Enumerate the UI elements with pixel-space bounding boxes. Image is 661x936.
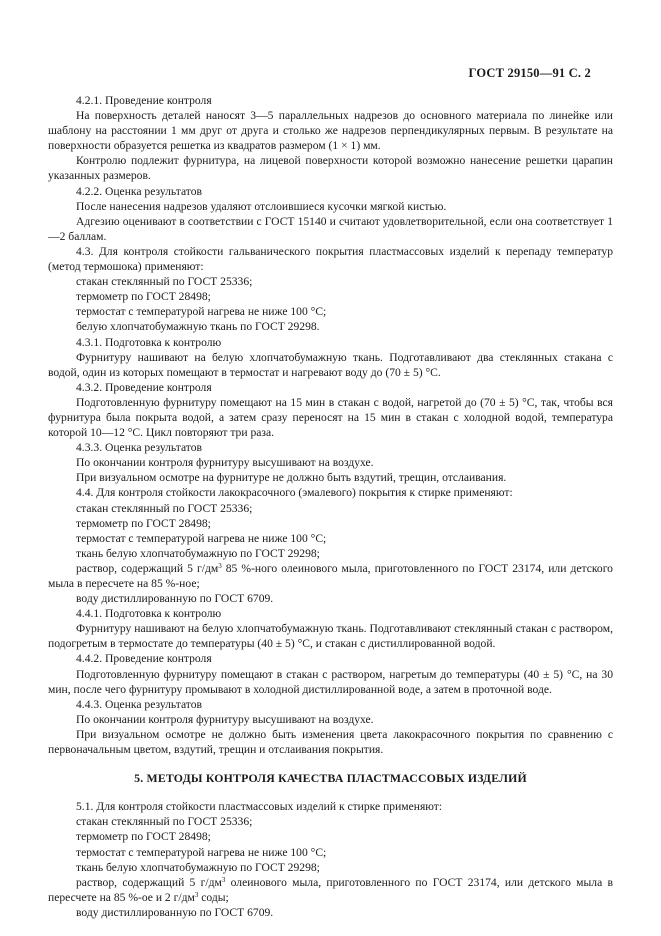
paragraph: При визуальном осмотре не должно быть изменения цвета лакокрасочного покрытия по сравнению с первоначальным цветом, вздутий, трещин и отслаивания покрытия. [48,727,613,757]
paragraph: ткань белую хлопчатобумажную по ГОСТ 29298; [76,546,320,560]
paragraph: стакан стеклянный по ГОСТ 25336; [76,501,253,515]
paragraph: термостат с температурой нагрева не ниже 100 °С; [76,531,327,545]
paragraph: Фурнитуру нашивают на белую хлопчатобумажную ткань. Подготавливают стеклянный стакан с раствором, подогретым в термостате до температуры (40 ± 5) °С, и стакан с дистиллированной водой. [48,622,613,651]
page-header: ГОСТ 29150—91 С. 2 [468,66,591,80]
paragraph: По окончании контроля фурнитуру высушивают на воздухе. [76,712,374,726]
paragraph: воду дистиллированную по ГОСТ 6709. [76,592,274,606]
paragraph: белую хлопчатобумажную ткань по ГОСТ 29298. [76,320,320,334]
paragraph: 5.1. Для контроля стойкости пластмассовых изделий к стирке применяют: [76,800,443,814]
paragraph: 4.3.1. Подготовка к контролю [76,335,222,349]
paragraph: 4.3.3. Оценка результатов [76,441,202,455]
paragraph: 4.2.2. Оценка результатов [76,184,202,198]
document-body [48,93,613,920]
paragraph: 4.4.2. Проведение контроля [76,652,212,666]
paragraph: Адгезию оценивают в соответствии с ГОСТ 15140 и считают удовлетворительной, если она соответствует 1—2 баллам. [48,214,613,243]
paragraph: термостат с температурой нагрева не ниже 100 °С; [76,845,327,859]
paragraph: стакан стеклянный по ГОСТ 25336; [76,275,253,289]
paragraph: При визуальном осмотре на фурнитуре не должно быть вздутий, трещин, отслаивания. [76,471,507,485]
paragraph: стакан стеклянный по ГОСТ 25336; [76,815,253,829]
paragraph: 4.4. Для контроля стойкости лакокрасочного (эмалевого) покрытия к стирке применяют: [76,486,513,500]
paragraph: 4.3.2. Проведение контроля [76,380,212,394]
paragraph: Подготовленную фурнитуру помещают на 15 мин в стакан с водой, нагретой до (70 ± 5) °С, так, чтобы вся фурнитура была покрыта водой, а затем сразу переносят на 15 мин в стакан с холодной водой, температура которой 10—12 °С. Цикл повторяют три раза. [48,395,613,440]
paragraph: 4.2.1. Проведение контроля [76,94,212,107]
paragraph: На поверхность деталей наносят 3—5 параллельных надрезов до основного материала по линейке или шаблону на расстоянии 1 мм друг от друга и столько же надрезов перпендикулярных первым. В результате на поверхности образуется решетка из квадратов размером (1 × 1) мм. [48,109,613,153]
section-heading: 5. МЕТОДЫ КОНТРОЛЯ КАЧЕСТВА ПЛАСТМАССОВЫХ ИЗДЕЛИЙ [134,771,527,786]
paragraph: термометр по ГОСТ 28498; [76,290,211,304]
paragraph: После нанесения надрезов удаляют отслоившиеся кусочки мягкой кистью. [76,199,447,213]
paragraph: раствор, содержащий 5 $г/дм^3$ олеинового мыла, приготовленного по ГОСТ 23174, или детского мыла в пересчете на 85 %-ое и 2 $г/дм^3$ соды; [48,875,613,904]
paragraph: термометр по ГОСТ 28498; [76,830,211,844]
paragraph: термостат с температурой нагрева не ниже 100 °С; [76,305,327,319]
paragraph: По окончании контроля фурнитуру высушивают на воздухе. [76,456,374,470]
paragraph: 4.3. Для контроля стойкости гальванического покрытия пластмассовых изделий к перепаду температур (метод термошока) применяют: [48,244,613,274]
paragraph: воду дистиллированную по ГОСТ 6709. [76,905,274,919]
paragraph: 4.4.3. Оценка результатов [76,697,202,711]
paragraph: Фурнитуру нашивают на белую хлопчатобумажную ткань. Подготавливают два стеклянных стакана с водой, один из которых помещают в термостат и нагревают воду до (70 ± 5) °С. [48,350,613,379]
paragraph: термометр по ГОСТ 28498; [76,516,211,530]
paragraph: Контролю подлежит фурнитура, на лицевой поверхности которой возможно нанесение решетки царапин указанных размеров. [48,154,613,183]
paragraph: Подготовленную фурнитуру помещают в стакан с раствором, нагретым до температуры (40 ± 5) °С, на 30 мин, после чего фурнитуру промывают в холодной дистиллированной воде, а затем в проточной воде. [48,667,613,696]
paragraph: раствор, содержащий 5 $г/дм^3$ 85 %-ного олеинового мыла, приготовленного по ГОСТ 23174, или детского мыла в пересчете на 85 %-ное; [48,561,613,590]
paragraph: 4.4.1. Подготовка к контролю [76,607,222,621]
paragraph: ткань белую хлопчатобумажную по ГОСТ 29298; [76,860,320,874]
